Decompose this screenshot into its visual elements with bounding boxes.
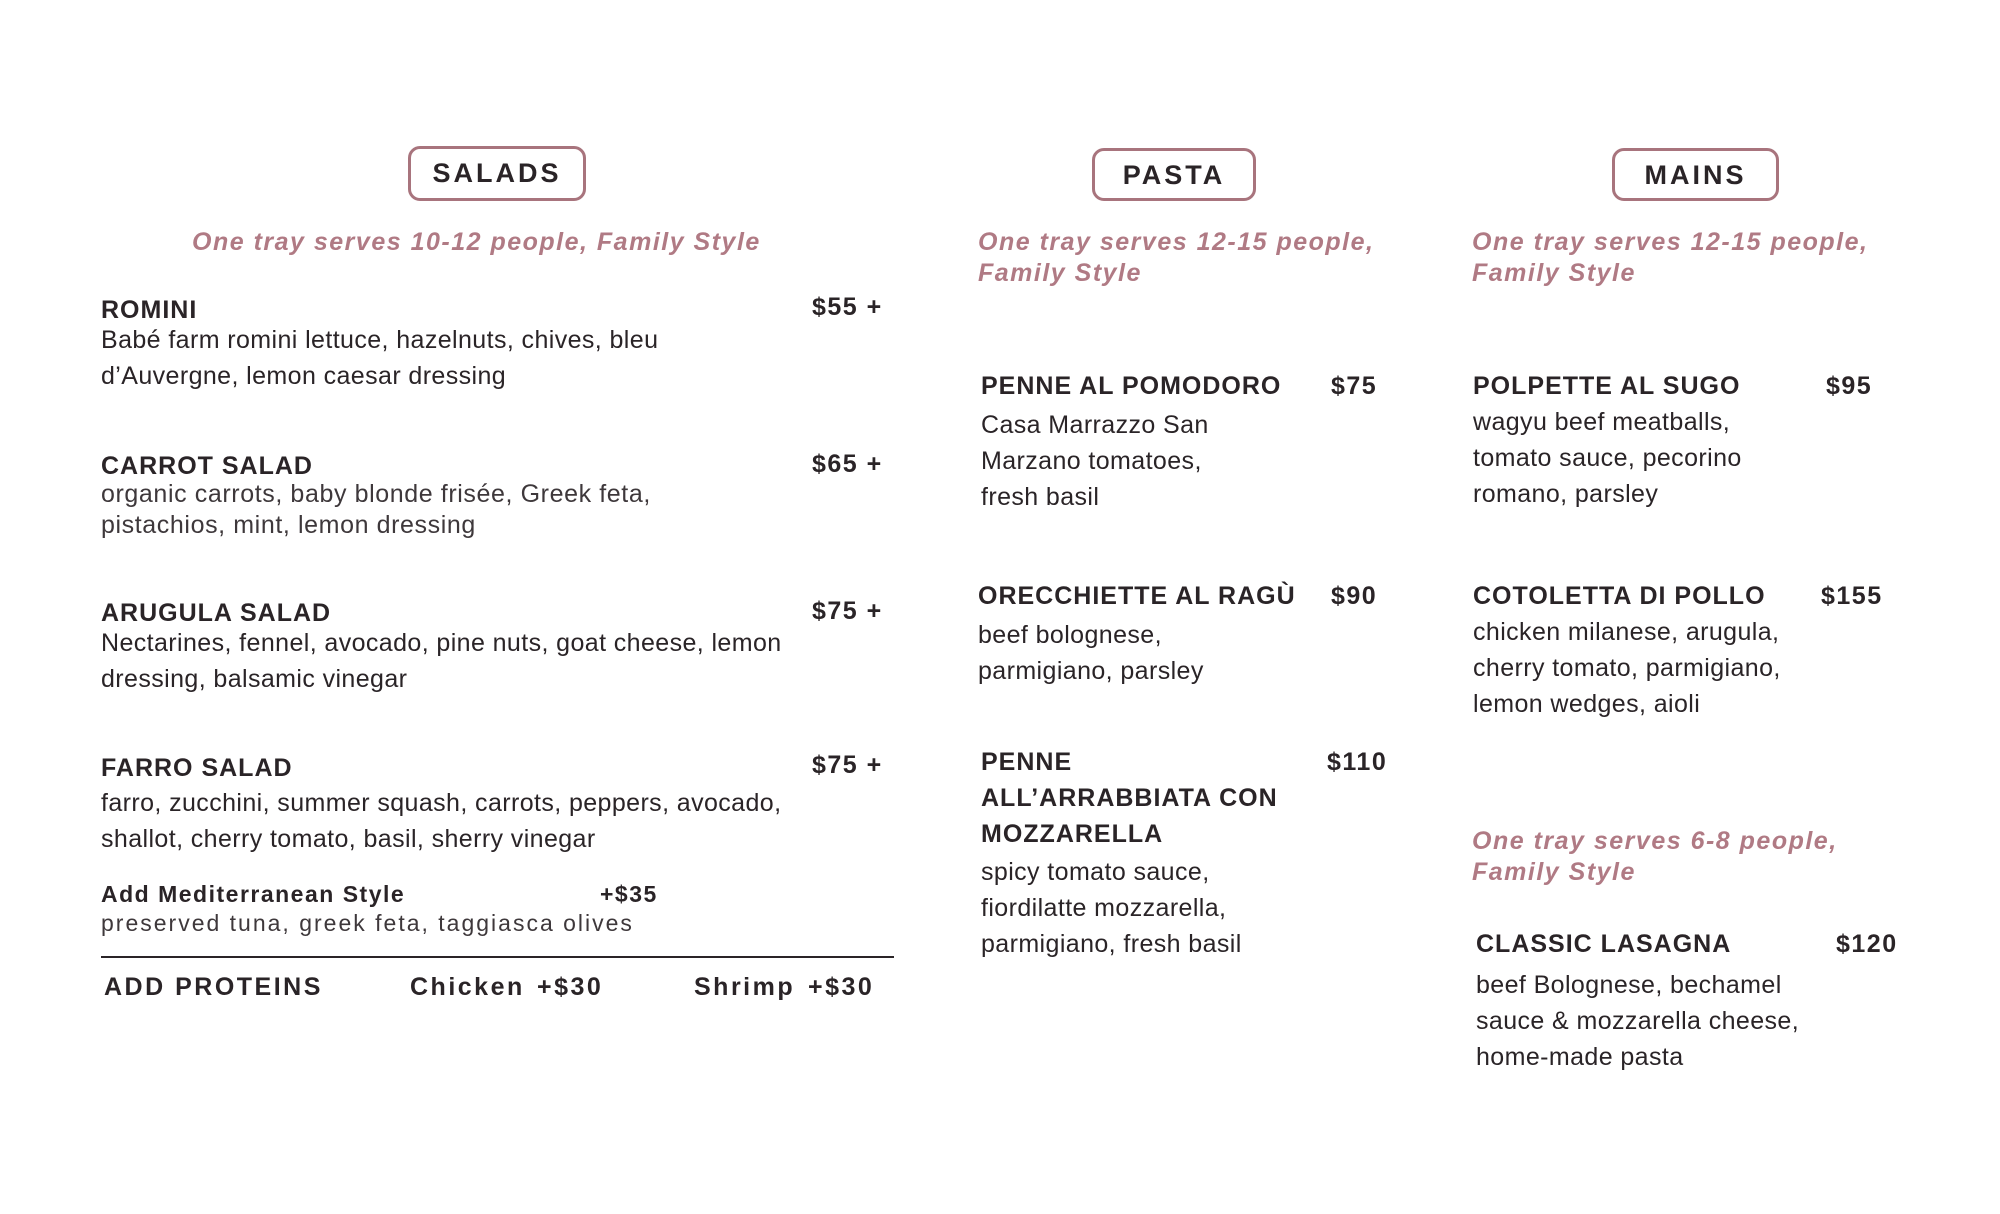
menu-item-name: CARROT SALAD	[101, 452, 313, 480]
menu-item-description: organic carrots, baby blonde frisée, Greek feta, pistachios, mint, lemon dressing	[101, 480, 651, 539]
menu-item-name: ARUGULA SALAD	[101, 599, 332, 627]
mains-heading: MAINS	[1612, 148, 1779, 201]
protein-shrimp: Shrimp	[694, 973, 796, 1001]
protein-shrimp-price: +$30	[808, 973, 875, 1001]
pasta-serves-note: One tray serves 12-15 people, Family Style	[978, 228, 1375, 287]
mains-serves-note-2: One tray serves 6-8 people, Family Style	[1472, 827, 1838, 886]
menu-item-name: PENNE ALL’ARRABBIATA CON MOZZARELLA	[981, 748, 1278, 848]
salads-serves-note: One tray serves 10-12 people, Family Style	[192, 228, 761, 256]
menu-item-name: POLPETTE AL SUGO	[1473, 372, 1741, 400]
menu-item-name: CLASSIC LASAGNA	[1476, 930, 1732, 958]
menu-item-description: chicken milanese, arugula, cherry tomato, parmigiano, lemon wedges, aioli	[1473, 618, 1781, 718]
menu-item-description: Babé farm romini lettuce, hazelnuts, chives, bleu d’Auvergne, lemon caesar dressing	[101, 326, 659, 390]
addon-price: +$35	[600, 881, 658, 907]
menu-item-price: $75 +	[812, 597, 883, 625]
menu-item-name: COTOLETTA DI POLLO	[1473, 582, 1766, 610]
menu-item-description: spicy tomato sauce, fiordilatte mozzarella, parmigiano, fresh basil	[981, 858, 1242, 958]
menu-item-name: PENNE AL POMODORO	[981, 372, 1282, 400]
menu-item-description: beef Bolognese, bechamel sauce & mozzarella cheese, home-made pasta	[1476, 971, 1800, 1071]
mains-serves-note: One tray serves 12-15 people, Family Style	[1472, 228, 1869, 287]
menu-item-description: farro, zucchini, summer squash, carrots, peppers, avocado, shallot, cherry tomato, basil, sherry vinegar	[101, 789, 782, 853]
menu-item-description: beef bolognese, parmigiano, parsley	[978, 621, 1204, 685]
protein-chicken: Chicken	[410, 973, 525, 1001]
section-divider	[101, 956, 894, 958]
addon-description: preserved tuna, greek feta, taggiasca olives	[101, 910, 634, 936]
menu-item-price: $90	[1331, 582, 1378, 610]
menu-item-name: ORECCHIETTE AL RAGÙ	[978, 582, 1296, 610]
menu-item-price: $120	[1836, 930, 1898, 958]
menu-item-description: wagyu beef meatballs, tomato sauce, pecorino romano, parsley	[1473, 408, 1742, 508]
add-proteins-label: ADD PROTEINS	[104, 973, 323, 1001]
menu-item-price: $55 +	[812, 293, 883, 321]
menu-item-price: $95	[1826, 372, 1873, 400]
menu-item-name: FARRO SALAD	[101, 754, 293, 782]
protein-chicken-price: +$30	[537, 973, 604, 1001]
menu-item-description: Casa Marrazzo San Marzano tomatoes, fresh basil	[981, 411, 1209, 511]
pasta-heading: PASTA	[1092, 148, 1256, 201]
menu-item-name: ROMINI	[101, 296, 198, 324]
menu-item-description: Nectarines, fennel, avocado, pine nuts, goat cheese, lemon dressing, balsamic vinegar	[101, 629, 782, 693]
menu-item-price: $155	[1821, 582, 1883, 610]
salads-heading: SALADS	[408, 146, 586, 201]
addon-name: Add Mediterranean Style	[101, 881, 406, 907]
menu-item-price: $75 +	[812, 751, 883, 779]
menu-item-price: $110	[1327, 748, 1388, 776]
menu-item-price: $65 +	[812, 450, 883, 478]
menu-item-price: $75	[1331, 372, 1378, 400]
